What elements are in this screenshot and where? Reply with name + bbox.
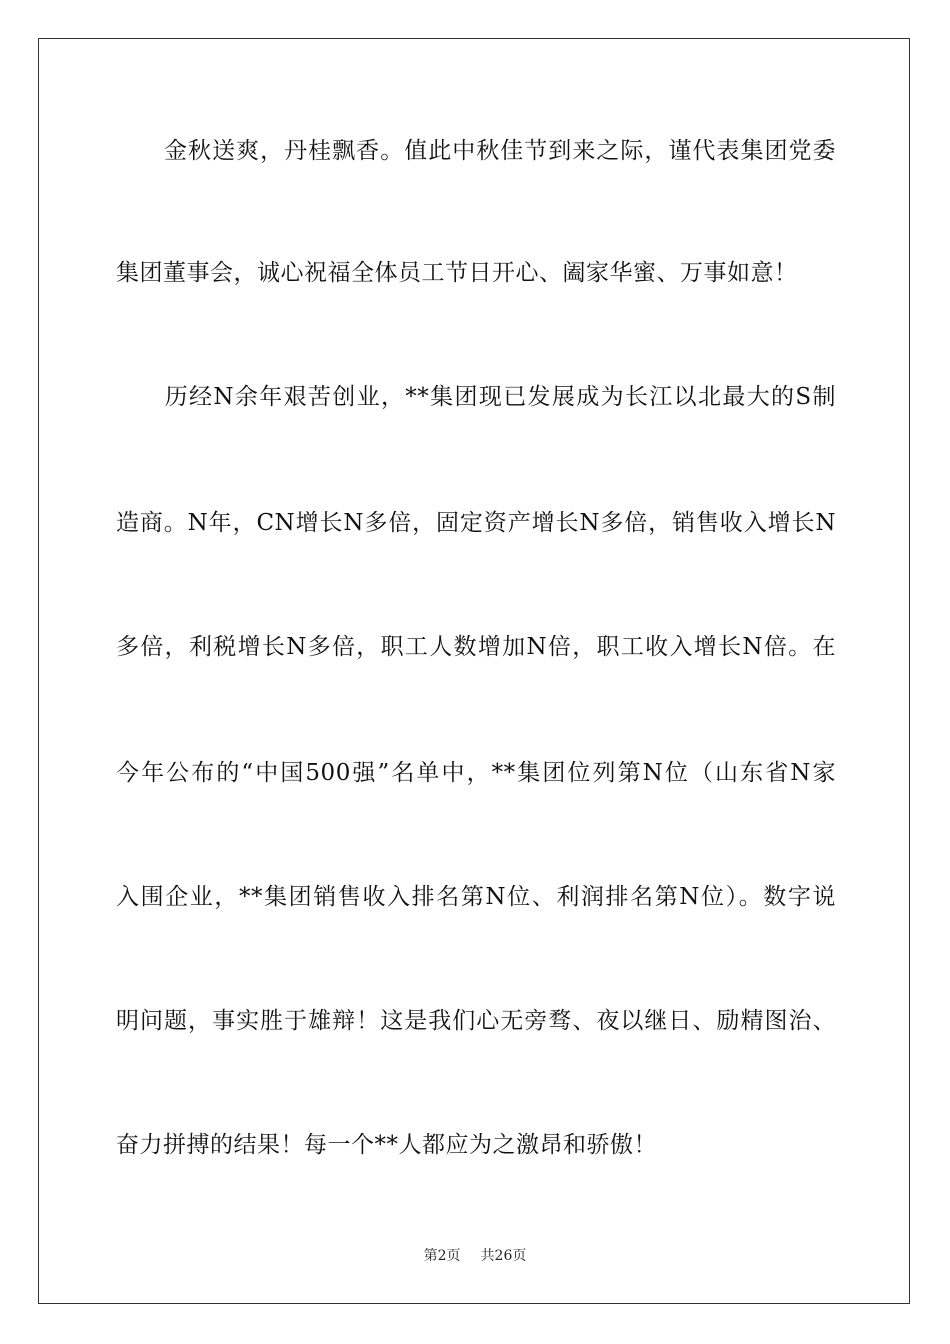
paragraph-line-2: 集团董事会，诚心祝福全体员工节日开心、阖家华蜜、万事如意！ bbox=[116, 260, 798, 286]
page-number: 第2页 bbox=[423, 1248, 461, 1264]
page-footer bbox=[0, 1246, 950, 1266]
paragraph-line-5: 多倍，利税增长N多倍，职工人数增加N倍，职工收入增长N倍。在 bbox=[116, 634, 836, 660]
paragraph-line-4: 造商。N年，CN增长N多倍，固定资产增长N多倍，销售收入增长N bbox=[116, 510, 836, 536]
paragraph-line-9: 奋力拼搏的结果！每一个**人都应为之激昂和骄傲！ bbox=[116, 1132, 657, 1158]
paragraph-line-6: 今年公布的“中国500强”名单中，**集团位列第N位（山东省N家 bbox=[116, 760, 836, 786]
paragraph-line-3: 历经N余年艰苦创业，**集团现已发展成为长江以北最大的S制 bbox=[116, 384, 836, 410]
paragraph-line-1: 金秋送爽，丹桂飘香。值此中秋佳节到来之际，谨代表集团党委 bbox=[116, 138, 836, 164]
page-total: 共26页 bbox=[480, 1248, 527, 1264]
page-frame bbox=[38, 38, 910, 1304]
paragraph-line-7: 入围企业，**集团销售收入排名第N位、利润排名第N位）。数字说 bbox=[116, 884, 836, 910]
paragraph-line-8: 明问题，事实胜于雄辩！这是我们心无旁骛、夜以继日、励精图治、 bbox=[116, 1008, 836, 1034]
